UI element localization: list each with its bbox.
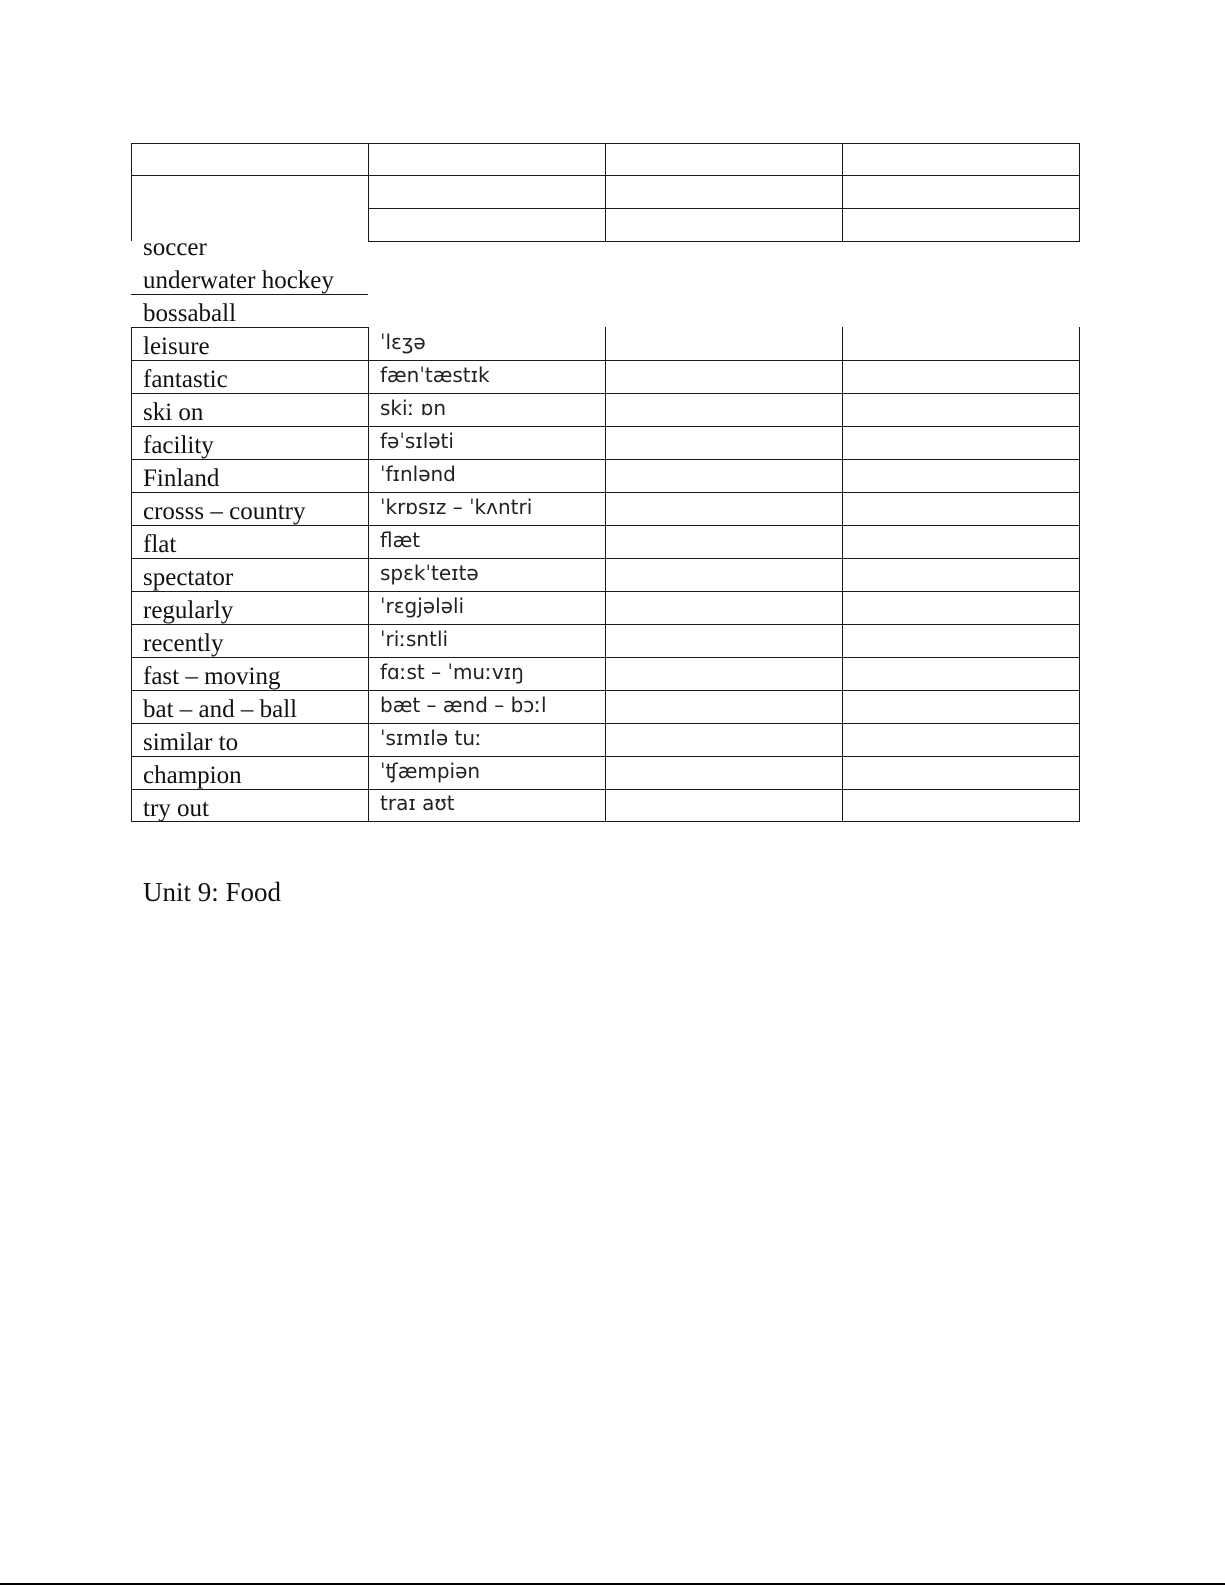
table-rule [368, 208, 1080, 209]
vocab-ipa: ˈfɪnlənd [380, 462, 456, 486]
table-rule [131, 327, 132, 822]
vocab-word: leisure [143, 333, 210, 360]
table-rule [842, 143, 843, 241]
vocab-ipa: spɛkˈteɪtə [380, 561, 479, 585]
vocab-word: try out [143, 795, 209, 822]
vocab-ipa: ˈriːsntli [380, 627, 449, 651]
vocab-ipa: flæt [380, 528, 421, 552]
vocab-ipa: bæt – ænd – bɔːl [380, 693, 547, 717]
vocab-ipa: skiː ɒn [380, 396, 447, 420]
vocab-word: bat – and – ball [143, 696, 298, 723]
table-rule [368, 241, 1080, 242]
vocab-word: facility [143, 432, 214, 459]
vocab-word: crosss – country [143, 498, 306, 525]
vocab-ipa: ˈrɛgjələli [380, 594, 465, 618]
vocab-ipa: ˈʧæmpiən [380, 759, 481, 783]
loose-word: underwater hockey [143, 267, 334, 294]
vocab-ipa: fænˈtæstɪk [380, 363, 490, 387]
vocab-word: regularly [143, 597, 234, 624]
vocab-word: champion [143, 762, 242, 789]
vocab-word: flat [143, 531, 177, 558]
vocab-word: ski on [143, 399, 204, 426]
vocab-ipa: fəˈsɪləti [380, 429, 454, 453]
table-rule [605, 327, 606, 822]
vocab-ipa: ˈsɪmɪlə tuː [380, 726, 482, 750]
loose-word: bossaball [143, 300, 237, 327]
vocab-ipa: traɪ aʊt [380, 791, 455, 815]
table-rule [1079, 143, 1080, 241]
table-rule [131, 327, 368, 328]
vocab-word: fantastic [143, 366, 228, 393]
unit-heading: Unit 9: Food [143, 877, 282, 907]
table-rule [605, 143, 606, 241]
table-rule [368, 327, 369, 822]
vocab-word: fast – moving [143, 663, 281, 690]
vocab-word: spectator [143, 564, 234, 591]
underline-rule [131, 294, 368, 295]
table-rule [1079, 327, 1080, 822]
vocab-word: Finland [143, 465, 220, 492]
table-rule [842, 327, 843, 822]
vocab-word: recently [143, 630, 224, 657]
vocab-ipa: ˈlɛʒə [380, 330, 426, 354]
vocab-ipa: ˈkrɒsɪz – ˈkʌntri [380, 495, 533, 519]
table-rule [131, 143, 132, 241]
loose-word: soccer [143, 234, 207, 261]
vocab-ipa: fɑːst – ˈmuːvɪŋ [380, 660, 524, 684]
table-rule [368, 143, 369, 241]
vocab-word: similar to [143, 729, 239, 756]
